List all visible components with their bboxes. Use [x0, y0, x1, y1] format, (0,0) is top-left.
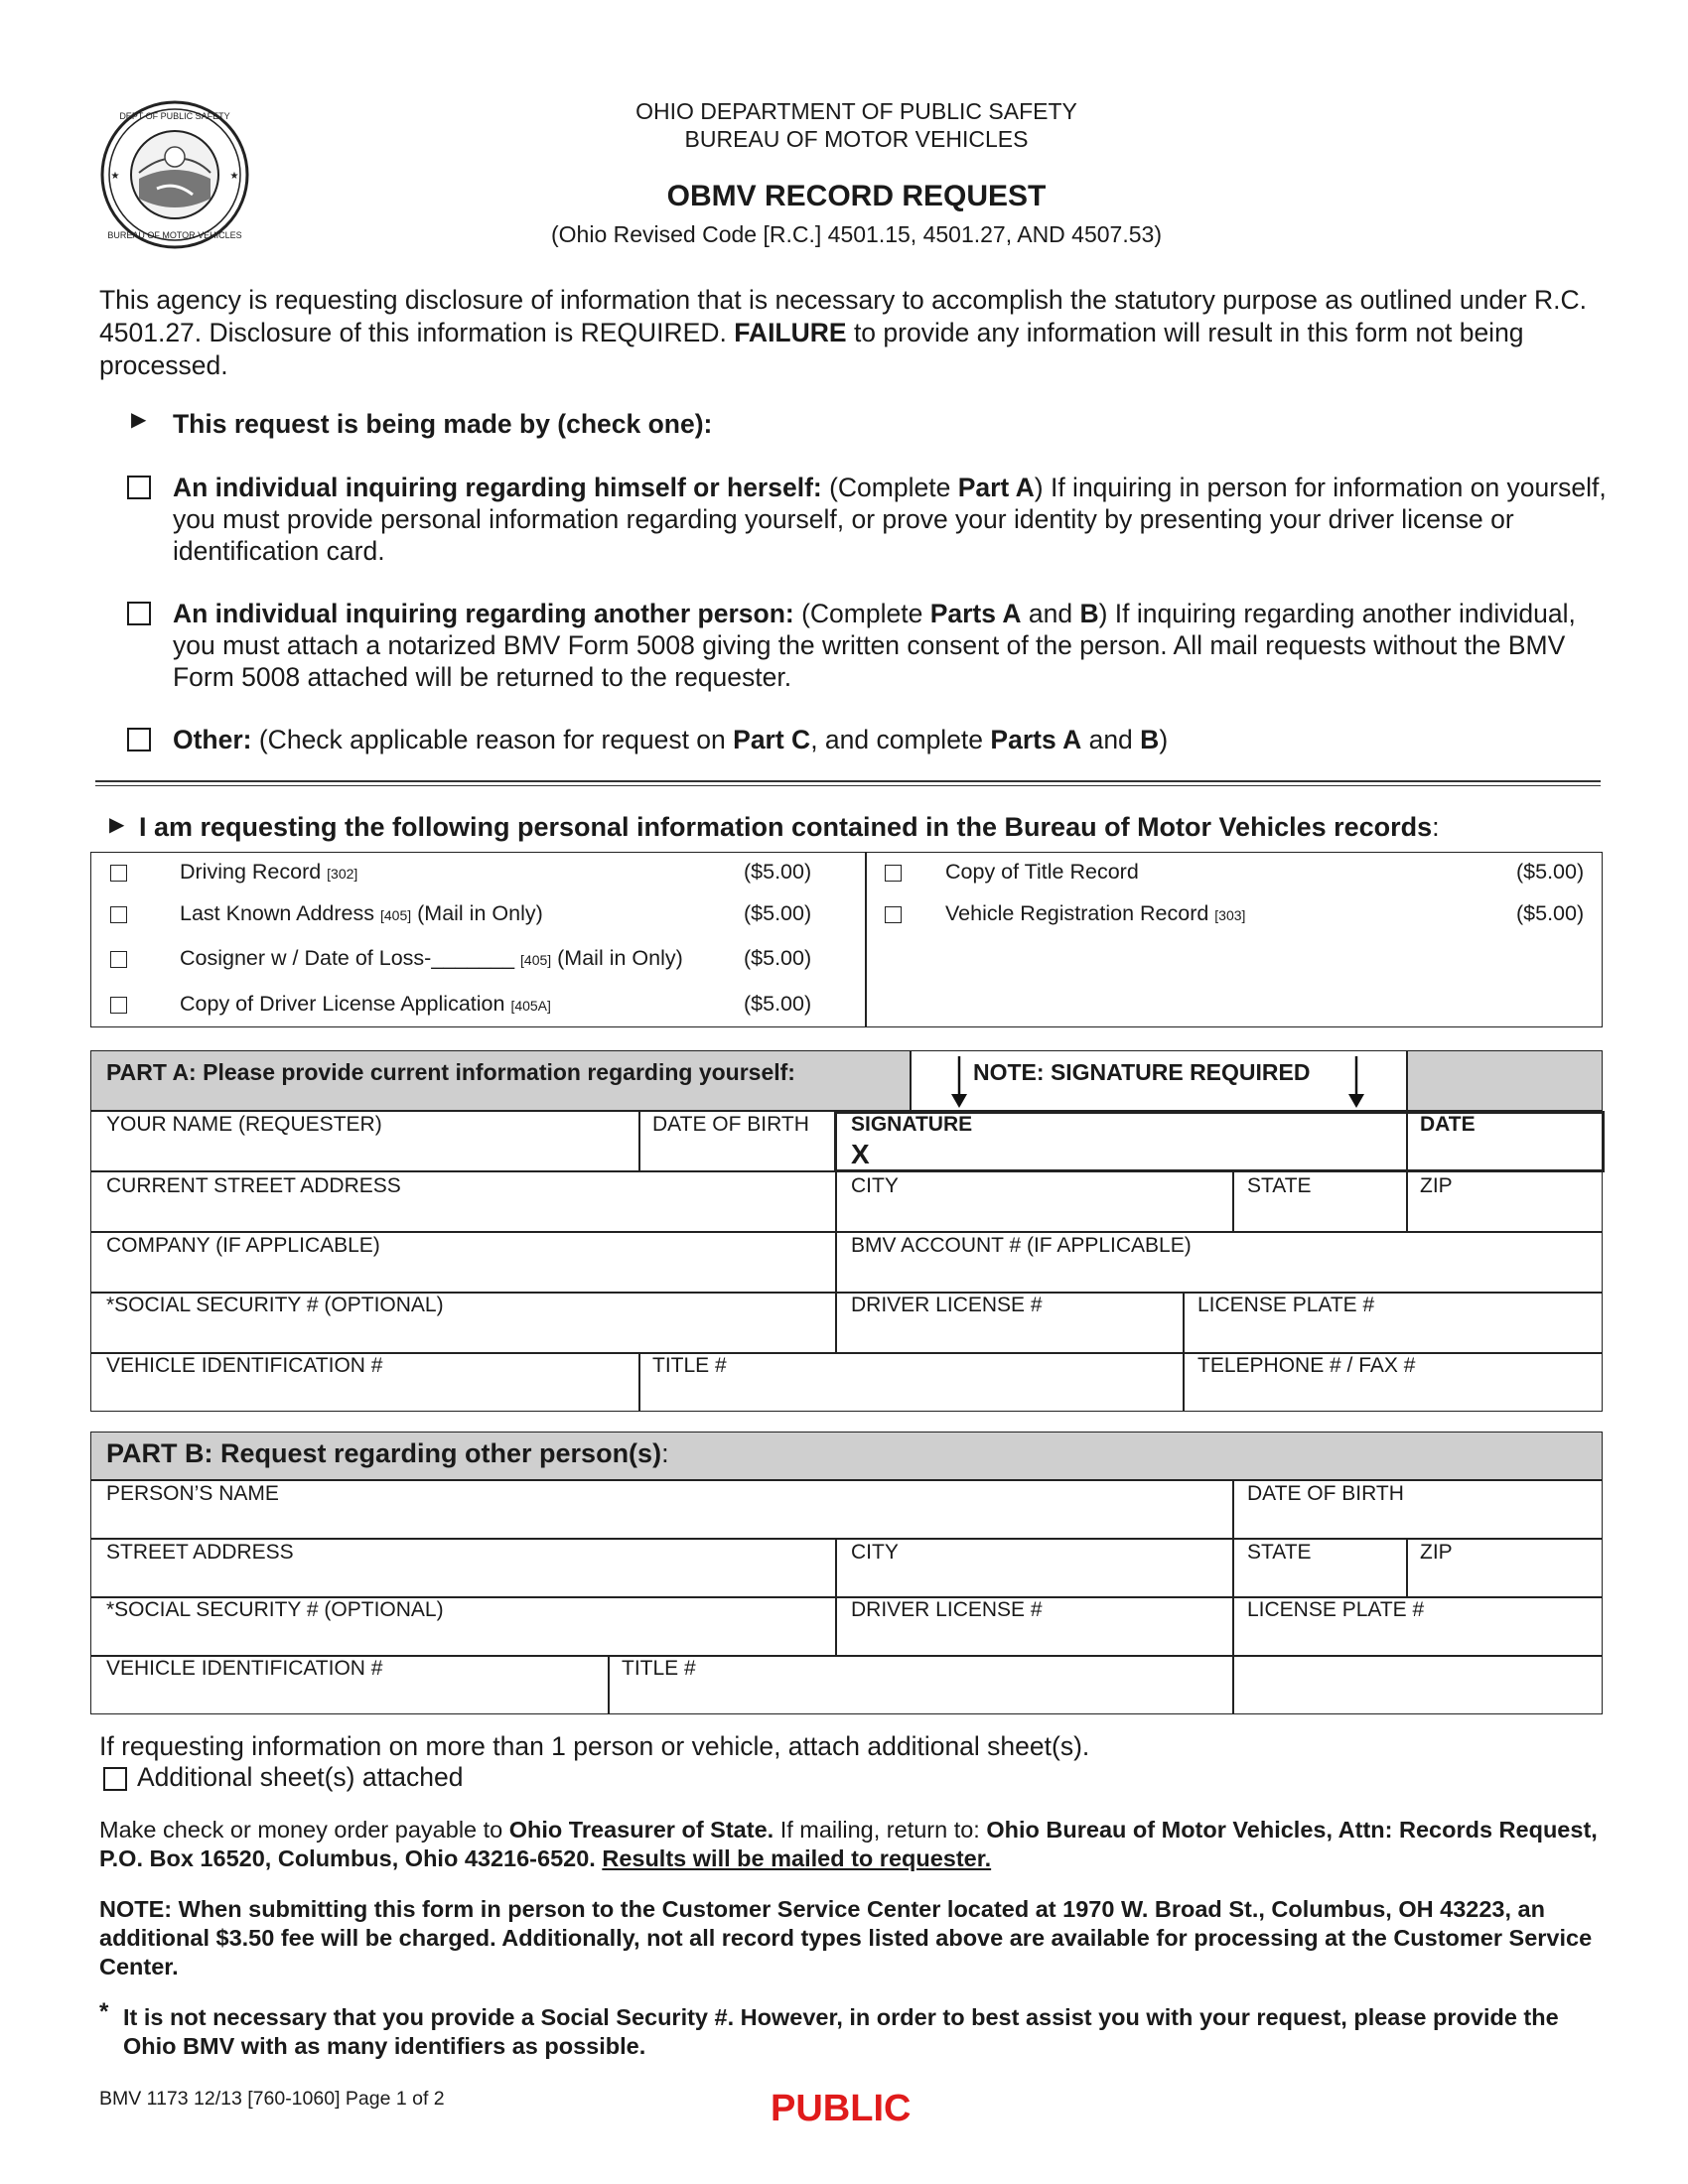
option-other-person-title: An individual inquiring regarding another person: — [173, 599, 794, 628]
grid-vline — [1406, 1111, 1408, 1231]
record-code: [405A] — [510, 998, 551, 1014]
field-date-of-birth[interactable]: DATE OF BIRTH — [652, 1113, 809, 1136]
field-zip[interactable]: ZIP — [1420, 1174, 1453, 1197]
svg-text:DEPT OF PUBLIC SAFETY: DEPT OF PUBLIC SAFETY — [119, 111, 230, 121]
grid-line — [90, 1538, 1603, 1540]
field-person-ssn[interactable]: *SOCIAL SECURITY # (OPTIONAL) — [106, 1598, 444, 1621]
field-street-address[interactable]: CURRENT STREET ADDRESS — [106, 1174, 401, 1197]
record-title: Copy of Title Record — [945, 860, 1139, 884]
payment-paragraph — [99, 1816, 1609, 1873]
part-b-title-colon: : — [661, 1438, 669, 1468]
option-self-title: An individual inquiring regarding himself or herself: — [173, 473, 822, 502]
field-person-vin[interactable]: VEHICLE IDENTIFICATION # — [106, 1657, 383, 1680]
part-b-title — [106, 1438, 669, 1469]
option-other-title: Other: — [173, 725, 252, 754]
record-extra: (Mail in Only) — [417, 901, 543, 925]
option-other-text: (Complete — [793, 599, 930, 628]
section-divider-2 — [95, 785, 1601, 786]
record-label: Cosigner w / Date of Loss-_______ — [180, 946, 515, 970]
part-b-title-bold: PART B — [106, 1438, 205, 1468]
form-id: BMV 1173 12/13 [760-1060] Page 1 of 2 — [99, 2088, 445, 2110]
svg-text:★: ★ — [229, 171, 239, 182]
checkbox-additional-sheets[interactable] — [103, 1767, 127, 1791]
field-person-street[interactable]: STREET ADDRESS — [106, 1541, 294, 1564]
checkbox-other[interactable] — [127, 728, 151, 751]
grid-vline — [608, 1655, 610, 1714]
option-other3-partsA: Parts A — [990, 725, 1082, 754]
record-label: Vehicle Registration Record — [945, 901, 1209, 925]
field-license-plate[interactable]: LICENSE PLATE # — [1197, 1294, 1375, 1316]
section-divider — [95, 780, 1601, 782]
record-fee: ($5.00) — [1516, 860, 1585, 884]
option-other — [173, 724, 1613, 755]
option-other-desc: ) If inquiring regarding another individual, you must attach a notarized BMV Form 5008 giving the written consent of the person. All mail requests without the BMV Form 5008 attached will be returned to the requester. — [173, 599, 1576, 692]
intro-text-1: This agency is requesting disclosure of information that is necessary to accomplish the statutory purpose as outlined under R.C. 4501.27. Disclosure of this information is REQUIRED. — [99, 285, 1588, 347]
record-code: [405] — [520, 952, 552, 968]
checkbox-cosigner[interactable] — [110, 951, 127, 968]
record-code: [303] — [1214, 907, 1246, 923]
part-b-title-rest: : Request regarding other person(s) — [204, 1438, 662, 1468]
grid-vline — [1183, 1292, 1185, 1412]
field-signature-date[interactable]: DATE — [1420, 1113, 1476, 1136]
record-fee: ($5.00) — [1516, 901, 1585, 925]
record-dl-application — [180, 992, 551, 1017]
option-other3-partB: B — [1140, 725, 1160, 754]
option-self-text: (Complete — [821, 473, 958, 502]
svg-text:BUREAU OF MOTOR VEHICLES: BUREAU OF MOTOR VEHICLES — [107, 230, 242, 240]
record-fee: ($5.00) — [744, 946, 812, 970]
signature-required-note: NOTE: SIGNATURE REQUIRED — [973, 1059, 1311, 1085]
record-fee: ($5.00) — [744, 992, 812, 1016]
checkbox-title-record[interactable] — [885, 865, 902, 882]
option-other-partA: Parts A — [929, 599, 1022, 628]
option-self-desc: ) If inquiring in person for information on yourself, you must provide personal information regarding yourself, or prove your identity by presenting your driver license or identification card. — [173, 473, 1607, 566]
field-person-dob[interactable]: DATE OF BIRTH — [1247, 1482, 1404, 1505]
header-line2: BUREAU OF MOTOR VEHICLES — [684, 126, 1029, 152]
record-registration — [945, 901, 1245, 926]
option-other3-text2: , and complete — [810, 725, 991, 754]
field-signature[interactable]: SIGNATURE — [851, 1113, 973, 1136]
record-fee: ($5.00) — [744, 860, 812, 884]
intro-failure: FAILURE — [734, 318, 847, 347]
public-label: PUBLIC — [771, 2088, 912, 2129]
intro-text-2: to provide any information will result in this form not being processed. — [99, 318, 1524, 380]
checkbox-self[interactable] — [127, 476, 151, 499]
field-person-zip[interactable]: ZIP — [1420, 1541, 1453, 1564]
record-cosigner — [180, 946, 683, 971]
grid-line — [90, 1231, 1603, 1233]
payment-text-1: Make check or money order payable to — [99, 1817, 509, 1843]
svg-text:★: ★ — [110, 171, 120, 182]
field-driver-license[interactable]: DRIVER LICENSE # — [851, 1294, 1043, 1316]
form-subtitle: (Ohio Revised Code [R.C.] 4501.15, 4501.27, AND 4507.53) — [551, 221, 1162, 247]
records-arrow-icon: ▶ — [109, 814, 125, 836]
payment-payee: Ohio Treasurer of State. — [508, 1817, 774, 1843]
option-other-and: and — [1021, 599, 1080, 628]
additional-info-text: If requesting information on more than 1 person or vehicle, attach additional sheet(s). — [99, 1731, 1090, 1761]
grid-vline — [1232, 1170, 1234, 1231]
checkbox-driving-record[interactable] — [110, 865, 127, 882]
bullet-arrow-icon: ▶ — [131, 409, 147, 431]
grid-vline — [835, 1538, 837, 1655]
records-heading — [139, 812, 1440, 843]
field-bmv-account[interactable]: BMV ACCOUNT # (IF APPLICABLE) — [851, 1234, 1192, 1257]
arrow-down-icon — [1346, 1054, 1366, 1110]
field-company[interactable]: COMPANY (IF APPLICABLE) — [106, 1234, 380, 1257]
record-code: [405] — [380, 907, 412, 923]
payment-text-2: If mailing, return to: — [774, 1817, 987, 1843]
field-person-title-number[interactable]: TITLE # — [622, 1657, 696, 1680]
grid-vline — [1232, 1480, 1234, 1714]
field-person-driver-license[interactable]: DRIVER LICENSE # — [851, 1598, 1043, 1621]
in-person-note: NOTE: When submitting this form in person to the Customer Service Center located at 1970 W. Broad St., Columbus, OH 43223, an additional $3.50 fee will be charged. Additionally, not all record types listed above are available for processing at the Customer Service Center. — [99, 1896, 1593, 1979]
field-state[interactable]: STATE — [1247, 1174, 1312, 1197]
record-label: Driving Record — [180, 860, 322, 884]
option-other3-and: and — [1081, 725, 1141, 754]
grid-vline — [638, 1352, 640, 1412]
arrow-down-icon — [949, 1054, 969, 1110]
grid-vline — [638, 1111, 640, 1171]
record-fee: ($5.00) — [744, 901, 812, 925]
option-other3-close: ) — [1159, 725, 1169, 754]
checkbox-registration-record[interactable] — [885, 906, 902, 923]
records-heading-text: I am requesting the following personal information contained in the Bureau of Motor Vehicles records — [139, 812, 1433, 842]
field-person-license-plate[interactable]: LICENSE PLATE # — [1247, 1598, 1425, 1621]
checkbox-other-person[interactable] — [127, 602, 151, 625]
field-person-name[interactable]: PERSON’S NAME — [106, 1482, 279, 1505]
part-a-title: PART A: Please provide current information regarding yourself: — [106, 1059, 795, 1085]
part-a-header-divider-2 — [1406, 1050, 1408, 1111]
intro-paragraph — [99, 284, 1609, 382]
record-code: [302] — [327, 866, 358, 882]
option-self-part: Part A — [957, 473, 1035, 502]
record-extra: (Mail in Only) — [557, 946, 683, 970]
field-vin[interactable]: VEHICLE IDENTIFICATION # — [106, 1354, 383, 1377]
record-label: Last Known Address — [180, 901, 375, 925]
request-by-heading: This request is being made by (check one): — [173, 409, 713, 439]
form-title: OBMV RECORD REQUEST — [666, 180, 1047, 212]
field-city[interactable]: CITY — [851, 1174, 899, 1197]
field-person-state[interactable]: STATE — [1247, 1541, 1312, 1564]
checkbox-last-known-address[interactable] — [110, 906, 127, 923]
field-ssn[interactable]: *SOCIAL SECURITY # (OPTIONAL) — [106, 1294, 444, 1316]
payment-address: Ohio Bureau of Motor Vehicles, Attn: Records Request, P.O. Box 16520, Columbus, Ohio 43216-6520. — [99, 1817, 1598, 1871]
field-person-city[interactable]: CITY — [851, 1541, 899, 1564]
records-divider — [865, 852, 867, 1027]
header-line1: OHIO DEPARTMENT OF PUBLIC SAFETY — [635, 98, 1077, 124]
part-a-header-divider — [910, 1050, 912, 1111]
record-last-known-address — [180, 901, 543, 926]
payment-results-note: Results will be mailed to requester. — [602, 1845, 992, 1871]
option-other3-partC: Part C — [733, 725, 811, 754]
field-your-name[interactable]: YOUR NAME (REQUESTER) — [106, 1113, 382, 1136]
checkbox-dl-application[interactable] — [110, 997, 127, 1014]
field-title-number[interactable]: TITLE # — [652, 1354, 727, 1377]
option-self — [173, 472, 1613, 567]
field-telephone-fax[interactable]: TELEPHONE # / FAX # — [1197, 1354, 1416, 1377]
ssn-note-text: It is not necessary that you provide a Social Security #. However, in order to best assist you with your request, please provide the Ohio BMV with as many identifiers as possible. — [123, 2004, 1559, 2059]
record-label: Copy of Driver License Application — [180, 992, 505, 1016]
records-heading-colon: : — [1432, 812, 1440, 842]
grid-vline — [835, 1111, 837, 1352]
option-other-partB: B — [1079, 599, 1099, 628]
ssn-note-star: * — [99, 1998, 109, 2025]
signature-x-mark: X — [851, 1139, 870, 1169]
additional-sheets-label: Additional sheet(s) attached — [137, 1762, 464, 1792]
option-other-person — [173, 598, 1613, 693]
record-driving — [180, 860, 357, 885]
grid-vline — [1406, 1538, 1408, 1596]
option-other3-text: (Check applicable reason for request on — [251, 725, 734, 754]
